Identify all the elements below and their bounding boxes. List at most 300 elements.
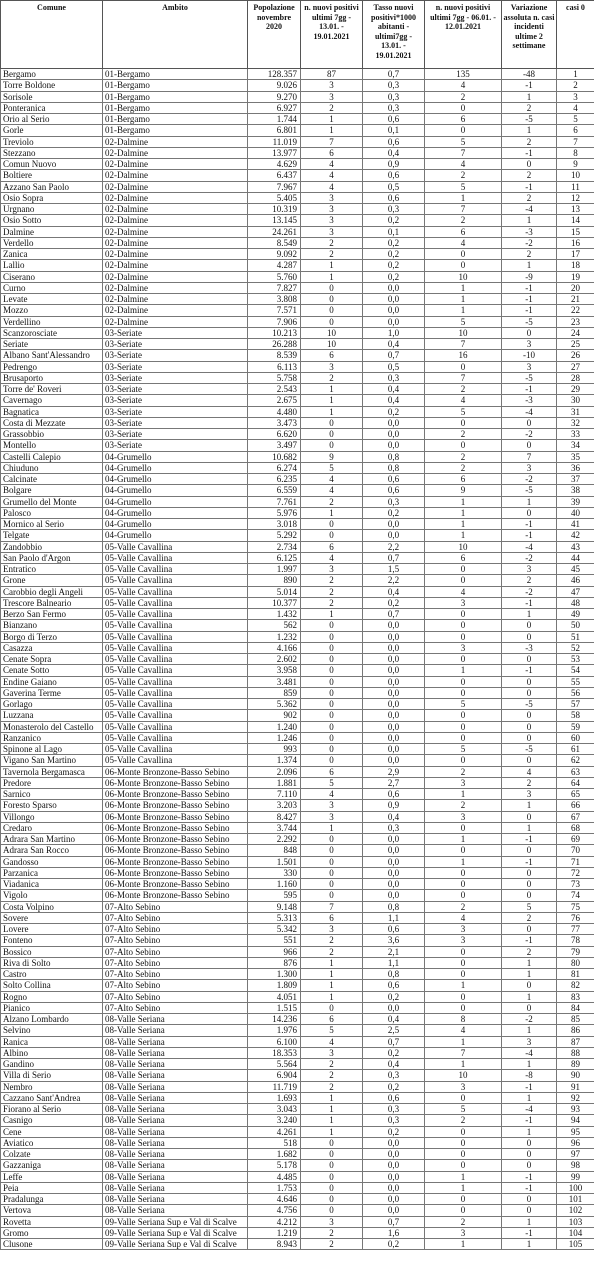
cell-positivi-13-19: 1: [301, 406, 363, 417]
cell-popolazione: 9.026: [248, 80, 301, 91]
cell-ambito: 08-Valle Seriana: [103, 1014, 248, 1025]
cell-positivi-06-12: 2: [425, 462, 502, 473]
cell-comune: Nembro: [1, 1081, 103, 1092]
cell-variazione: -1: [502, 305, 557, 316]
cell-positivi-13-19: 0: [301, 631, 363, 642]
cell-variazione: 1: [502, 125, 557, 136]
cell-positivi-06-12: 0: [425, 676, 502, 687]
cell-comune: Sorisole: [1, 91, 103, 102]
table-row: [1, 541, 594, 552]
cell-comune: Dalmine: [1, 226, 103, 237]
cell-positivi-06-12: 0: [425, 1160, 502, 1171]
cell-variazione: -1: [502, 935, 557, 946]
cell-positivi-06-12: 3: [425, 1081, 502, 1092]
cell-comune: Grassobbio: [1, 429, 103, 440]
cell-tasso: 0,0: [363, 1002, 425, 1013]
cell-variazione: 3: [502, 462, 557, 473]
cell-variazione: -2: [502, 237, 557, 248]
cell-positivi-06-12: 16: [425, 350, 502, 361]
cell-tasso: 2,7: [363, 777, 425, 788]
cell-positivi-06-12: 0: [425, 1092, 502, 1103]
cell-ambito: 08-Valle Seriana: [103, 1047, 248, 1058]
cell-tasso: 0,0: [363, 1194, 425, 1205]
cell-positivi-13-19: 10: [301, 327, 363, 338]
cell-positivi-13-19: 1: [301, 1104, 363, 1115]
cell-variazione: -5: [502, 485, 557, 496]
cell-positivi-06-12: 2: [425, 91, 502, 102]
table-row: [1, 586, 594, 597]
cell-positivi-06-12: 0: [425, 1149, 502, 1160]
cell-ambito: 07-Alto Sebino: [103, 969, 248, 980]
cell-tasso: 0,1: [363, 125, 425, 136]
cell-variazione: -10: [502, 350, 557, 361]
cell-tasso: 0,6: [363, 789, 425, 800]
cell-positivi-06-12: 2: [425, 215, 502, 226]
table-row: [1, 935, 594, 946]
cell-tasso: 0,0: [363, 1137, 425, 1148]
cell-comune: Osio Sopra: [1, 192, 103, 203]
cell-tasso: 0,0: [363, 834, 425, 845]
table-row: [1, 350, 594, 361]
cell-casi-0: 68: [557, 822, 594, 833]
cell-ambito: 02-Dalmine: [103, 226, 248, 237]
cell-variazione: -1: [502, 834, 557, 845]
cell-casi-0: 27: [557, 361, 594, 372]
cell-popolazione: 2.602: [248, 654, 301, 665]
cell-ambito: 08-Valle Seriana: [103, 1194, 248, 1205]
cell-ambito: 02-Dalmine: [103, 316, 248, 327]
cell-comune: Zandobbio: [1, 541, 103, 552]
cell-variazione: -4: [502, 541, 557, 552]
cell-ambito: 07-Alto Sebino: [103, 991, 248, 1002]
cell-ambito: 02-Dalmine: [103, 159, 248, 170]
cell-tasso: 0,7: [363, 609, 425, 620]
cell-variazione: 0: [502, 755, 557, 766]
cell-positivi-06-12: 5: [425, 699, 502, 710]
cell-variazione: 1: [502, 260, 557, 271]
table-row: [1, 1137, 594, 1148]
cell-ambito: 08-Valle Seriana: [103, 1081, 248, 1092]
cell-variazione: -2: [502, 474, 557, 485]
cell-comune: Brusaporto: [1, 372, 103, 383]
cell-tasso: 0,2: [363, 1047, 425, 1058]
cell-popolazione: 5.292: [248, 530, 301, 541]
cell-variazione: 0: [502, 1205, 557, 1216]
cell-variazione: -1: [502, 1115, 557, 1126]
cell-popolazione: 8.549: [248, 237, 301, 248]
cell-casi-0: 95: [557, 1126, 594, 1137]
cell-tasso: 0,0: [363, 687, 425, 698]
cell-casi-0: 5: [557, 114, 594, 125]
cell-casi-0: 48: [557, 597, 594, 608]
cell-positivi-06-12: 1: [425, 665, 502, 676]
table-row: [1, 1171, 594, 1182]
cell-comune: Parzanica: [1, 867, 103, 878]
cell-positivi-06-12: 0: [425, 249, 502, 260]
table-row: [1, 552, 594, 563]
cell-positivi-13-19: 1: [301, 822, 363, 833]
cell-ambito: 07-Alto Sebino: [103, 1002, 248, 1013]
cell-comune: Calcinate: [1, 474, 103, 485]
cell-tasso: 0,0: [363, 744, 425, 755]
cell-positivi-06-12: 1: [425, 496, 502, 507]
cell-variazione: 2: [502, 912, 557, 923]
cell-popolazione: 1.432: [248, 609, 301, 620]
cell-comune: Bossico: [1, 946, 103, 957]
table-row: [1, 665, 594, 676]
cell-popolazione: 1.881: [248, 777, 301, 788]
cell-comune: Urgnano: [1, 204, 103, 215]
cell-positivi-13-19: 0: [301, 282, 363, 293]
cell-positivi-13-19: 0: [301, 879, 363, 890]
cell-ambito: 02-Dalmine: [103, 237, 248, 248]
cell-comune: Rogno: [1, 991, 103, 1002]
cell-tasso: 0,3: [363, 1070, 425, 1081]
cell-tasso: 0,3: [363, 204, 425, 215]
cell-positivi-13-19: 4: [301, 485, 363, 496]
cell-tasso: 0,4: [363, 1059, 425, 1070]
cell-comune: Foresto Sparso: [1, 800, 103, 811]
cell-ambito: 02-Dalmine: [103, 136, 248, 147]
cell-comune: Entratico: [1, 564, 103, 575]
cell-popolazione: 5.313: [248, 912, 301, 923]
cell-tasso: 0,0: [363, 294, 425, 305]
table-row: [1, 755, 594, 766]
cell-comune: Montello: [1, 440, 103, 451]
cell-positivi-13-19: 87: [301, 69, 363, 80]
cell-casi-0: 28: [557, 372, 594, 383]
cell-casi-0: 36: [557, 462, 594, 473]
cell-variazione: 0: [502, 867, 557, 878]
cell-comune: Chiuduno: [1, 462, 103, 473]
cell-popolazione: 2.096: [248, 766, 301, 777]
cell-popolazione: 1.501: [248, 856, 301, 867]
cell-positivi-13-19: 2: [301, 946, 363, 957]
cell-popolazione: 8.943: [248, 1239, 301, 1250]
cell-variazione: -1: [502, 519, 557, 530]
cell-comune: Zanica: [1, 249, 103, 260]
cell-popolazione: 902: [248, 710, 301, 721]
cell-positivi-06-12: 2: [425, 800, 502, 811]
cell-ambito: 05-Valle Cavallina: [103, 620, 248, 631]
table-row: [1, 316, 594, 327]
cell-casi-0: 53: [557, 654, 594, 665]
cell-variazione: -1: [502, 665, 557, 676]
cell-positivi-13-19: 3: [301, 1216, 363, 1227]
cell-positivi-13-19: 0: [301, 1171, 363, 1182]
cell-comune: Pradalunga: [1, 1194, 103, 1205]
table-row: [1, 1126, 594, 1137]
cell-popolazione: 6.437: [248, 170, 301, 181]
cell-comune: Spinone al Lago: [1, 744, 103, 755]
table-row: [1, 339, 594, 350]
table-row: [1, 237, 594, 248]
cell-positivi-13-19: 4: [301, 170, 363, 181]
cell-positivi-13-19: 0: [301, 429, 363, 440]
cell-positivi-06-12: 0: [425, 890, 502, 901]
table-row: [1, 192, 594, 203]
cell-variazione: 2: [502, 192, 557, 203]
cell-tasso: 0,2: [363, 507, 425, 518]
cell-casi-0: 104: [557, 1227, 594, 1238]
cell-comune: Predore: [1, 777, 103, 788]
cell-casi-0: 92: [557, 1092, 594, 1103]
cell-positivi-06-12: 0: [425, 654, 502, 665]
cell-casi-0: 15: [557, 226, 594, 237]
cell-tasso: 0,3: [363, 1115, 425, 1126]
cell-popolazione: 1.693: [248, 1092, 301, 1103]
cell-positivi-06-12: 2: [425, 451, 502, 462]
cell-positivi-13-19: 0: [301, 1149, 363, 1160]
cell-positivi-06-12: 5: [425, 1104, 502, 1115]
cell-casi-0: 100: [557, 1182, 594, 1193]
cell-variazione: 2: [502, 946, 557, 957]
table-row: [1, 845, 594, 856]
cell-comune: Osio Sotto: [1, 215, 103, 226]
header-positivi-06-12: n. nuovi positivi ultimi 7gg - 06.01. - 12.01.2021: [425, 1, 502, 69]
cell-popolazione: 9.270: [248, 91, 301, 102]
cell-comune: Alzano Lombardo: [1, 1014, 103, 1025]
cell-positivi-13-19: 1: [301, 980, 363, 991]
cell-positivi-06-12: 1: [425, 192, 502, 203]
cell-casi-0: 101: [557, 1194, 594, 1205]
cell-positivi-13-19: 1: [301, 1092, 363, 1103]
cell-popolazione: 6.125: [248, 552, 301, 563]
cell-casi-0: 61: [557, 744, 594, 755]
cell-variazione: 0: [502, 879, 557, 890]
table-row: [1, 654, 594, 665]
cell-popolazione: 5.342: [248, 924, 301, 935]
cell-casi-0: 44: [557, 552, 594, 563]
cell-tasso: 0,0: [363, 676, 425, 687]
cell-popolazione: 8.427: [248, 811, 301, 822]
cell-variazione: 3: [502, 339, 557, 350]
table-row: [1, 474, 594, 485]
cell-popolazione: 7.967: [248, 181, 301, 192]
cell-tasso: 0,7: [363, 1216, 425, 1227]
cell-popolazione: 4.261: [248, 1126, 301, 1137]
table-row: [1, 879, 594, 890]
table-row: [1, 69, 594, 80]
cell-tasso: 0,4: [363, 339, 425, 350]
cell-ambito: 03-Seriate: [103, 372, 248, 383]
cell-popolazione: 10.682: [248, 451, 301, 462]
cell-comune: Ranzanico: [1, 732, 103, 743]
cell-ambito: 08-Valle Seriana: [103, 1126, 248, 1137]
cell-tasso: 0,3: [363, 822, 425, 833]
cell-tasso: 0,0: [363, 654, 425, 665]
table-row: [1, 1216, 594, 1227]
table-row: [1, 777, 594, 788]
cell-ambito: 07-Alto Sebino: [103, 901, 248, 912]
cell-variazione: 0: [502, 721, 557, 732]
cell-comune: Tavernola Bergamasca: [1, 766, 103, 777]
cell-popolazione: 5.178: [248, 1160, 301, 1171]
table-row: [1, 1081, 594, 1092]
cell-comune: Orio al Serio: [1, 114, 103, 125]
cell-positivi-06-12: 0: [425, 710, 502, 721]
cell-variazione: -48: [502, 69, 557, 80]
cell-casi-0: 76: [557, 912, 594, 923]
cell-variazione: 1: [502, 969, 557, 980]
cell-ambito: 05-Valle Cavallina: [103, 699, 248, 710]
cell-positivi-06-12: 1: [425, 1036, 502, 1047]
cell-tasso: 0,2: [363, 260, 425, 271]
cell-positivi-06-12: 2: [425, 1115, 502, 1126]
cell-positivi-06-12: 0: [425, 620, 502, 631]
cell-casi-0: 1: [557, 69, 594, 80]
table-row: [1, 519, 594, 530]
cell-positivi-13-19: 0: [301, 1002, 363, 1013]
cell-comune: Lallio: [1, 260, 103, 271]
table-row: [1, 1160, 594, 1171]
cell-comune: Adrara San Rocco: [1, 845, 103, 856]
cell-ambito: 05-Valle Cavallina: [103, 665, 248, 676]
table-row: [1, 811, 594, 822]
cell-positivi-06-12: 0: [425, 867, 502, 878]
cell-comune: Borgo di Terzo: [1, 631, 103, 642]
cell-variazione: 7: [502, 451, 557, 462]
cell-ambito: 02-Dalmine: [103, 294, 248, 305]
cell-variazione: 0: [502, 631, 557, 642]
cell-comune: Villongo: [1, 811, 103, 822]
cell-variazione: -3: [502, 226, 557, 237]
table-row: [1, 260, 594, 271]
cell-popolazione: 7.906: [248, 316, 301, 327]
cell-ambito: 05-Valle Cavallina: [103, 642, 248, 653]
cell-comune: Ponteranica: [1, 102, 103, 113]
cell-tasso: 1,1: [363, 912, 425, 923]
cell-positivi-13-19: 3: [301, 1047, 363, 1058]
table-row: [1, 80, 594, 91]
cell-positivi-06-12: 8: [425, 1014, 502, 1025]
cell-popolazione: 966: [248, 946, 301, 957]
cell-ambito: 05-Valle Cavallina: [103, 586, 248, 597]
cell-positivi-13-19: 0: [301, 316, 363, 327]
cell-variazione: 0: [502, 811, 557, 822]
table-row: [1, 451, 594, 462]
cell-tasso: 0,3: [363, 91, 425, 102]
table-row: [1, 1014, 594, 1025]
cell-comune: Mozzo: [1, 305, 103, 316]
cell-positivi-13-19: 2: [301, 1239, 363, 1250]
cell-popolazione: 1.374: [248, 755, 301, 766]
cell-positivi-13-19: 0: [301, 732, 363, 743]
cell-tasso: 0,0: [363, 732, 425, 743]
cell-ambito: 05-Valle Cavallina: [103, 575, 248, 586]
cell-casi-0: 8: [557, 147, 594, 158]
cell-comune: Credaro: [1, 822, 103, 833]
cell-positivi-13-19: 1: [301, 609, 363, 620]
cell-comune: Cene: [1, 1126, 103, 1137]
cell-casi-0: 69: [557, 834, 594, 845]
cell-positivi-06-12: 2: [425, 384, 502, 395]
cell-variazione: -2: [502, 552, 557, 563]
cell-popolazione: 1.240: [248, 721, 301, 732]
cell-positivi-13-19: 1: [301, 114, 363, 125]
cell-casi-0: 34: [557, 440, 594, 451]
cell-positivi-13-19: 0: [301, 699, 363, 710]
cell-comune: Albino: [1, 1047, 103, 1058]
cell-casi-0: 52: [557, 642, 594, 653]
table-row: [1, 406, 594, 417]
cell-tasso: 0,8: [363, 451, 425, 462]
cell-comune: Levate: [1, 294, 103, 305]
cell-positivi-06-12: 4: [425, 395, 502, 406]
cell-variazione: -9: [502, 271, 557, 282]
cell-positivi-13-19: 3: [301, 91, 363, 102]
cell-positivi-13-19: 6: [301, 350, 363, 361]
cell-positivi-13-19: 1: [301, 507, 363, 518]
cell-positivi-13-19: 4: [301, 474, 363, 485]
cell-popolazione: 8.539: [248, 350, 301, 361]
cell-variazione: 1: [502, 215, 557, 226]
table-row: [1, 1149, 594, 1160]
cell-popolazione: 5.362: [248, 699, 301, 710]
table-row: [1, 249, 594, 260]
cell-comune: Curno: [1, 282, 103, 293]
cell-tasso: 2,9: [363, 766, 425, 777]
table-row: [1, 1070, 594, 1081]
table-row: [1, 597, 594, 608]
cell-popolazione: 4.051: [248, 991, 301, 1002]
cell-tasso: 3,6: [363, 935, 425, 946]
cell-casi-0: 21: [557, 294, 594, 305]
cell-casi-0: 103: [557, 1216, 594, 1227]
cell-variazione: 3: [502, 789, 557, 800]
cell-variazione: 1: [502, 991, 557, 1002]
cell-casi-0: 73: [557, 879, 594, 890]
cell-positivi-06-12: 0: [425, 1205, 502, 1216]
cell-positivi-13-19: 0: [301, 1194, 363, 1205]
cell-variazione: 5: [502, 901, 557, 912]
cell-casi-0: 23: [557, 316, 594, 327]
cell-popolazione: 876: [248, 957, 301, 968]
cell-popolazione: 1.997: [248, 564, 301, 575]
cell-ambito: 03-Seriate: [103, 339, 248, 350]
table-row: [1, 271, 594, 282]
cell-positivi-13-19: 4: [301, 1036, 363, 1047]
cell-ambito: 02-Dalmine: [103, 181, 248, 192]
cell-casi-0: 67: [557, 811, 594, 822]
cell-casi-0: 57: [557, 699, 594, 710]
cell-positivi-13-19: 0: [301, 1205, 363, 1216]
cell-casi-0: 20: [557, 282, 594, 293]
cell-variazione: 0: [502, 440, 557, 451]
cell-variazione: -2: [502, 429, 557, 440]
cell-comune: Ranica: [1, 1036, 103, 1047]
table-row: [1, 564, 594, 575]
cell-positivi-13-19: 0: [301, 530, 363, 541]
table-row: [1, 102, 594, 113]
cell-positivi-06-12: 1: [425, 1059, 502, 1070]
cell-variazione: 2: [502, 136, 557, 147]
cell-positivi-06-12: 10: [425, 1070, 502, 1081]
cell-casi-0: 38: [557, 485, 594, 496]
cell-comune: Torre Boldone: [1, 80, 103, 91]
cell-comune: Boltiere: [1, 170, 103, 181]
cell-popolazione: 11.019: [248, 136, 301, 147]
cell-ambito: 03-Seriate: [103, 395, 248, 406]
cell-ambito: 03-Seriate: [103, 440, 248, 451]
cell-tasso: 0,0: [363, 440, 425, 451]
cell-comune: Viadanica: [1, 879, 103, 890]
cell-popolazione: 2.543: [248, 384, 301, 395]
cell-ambito: 04-Grumello: [103, 519, 248, 530]
cell-popolazione: 13.977: [248, 147, 301, 158]
cell-positivi-06-12: 0: [425, 1194, 502, 1205]
cell-tasso: 2,1: [363, 946, 425, 957]
